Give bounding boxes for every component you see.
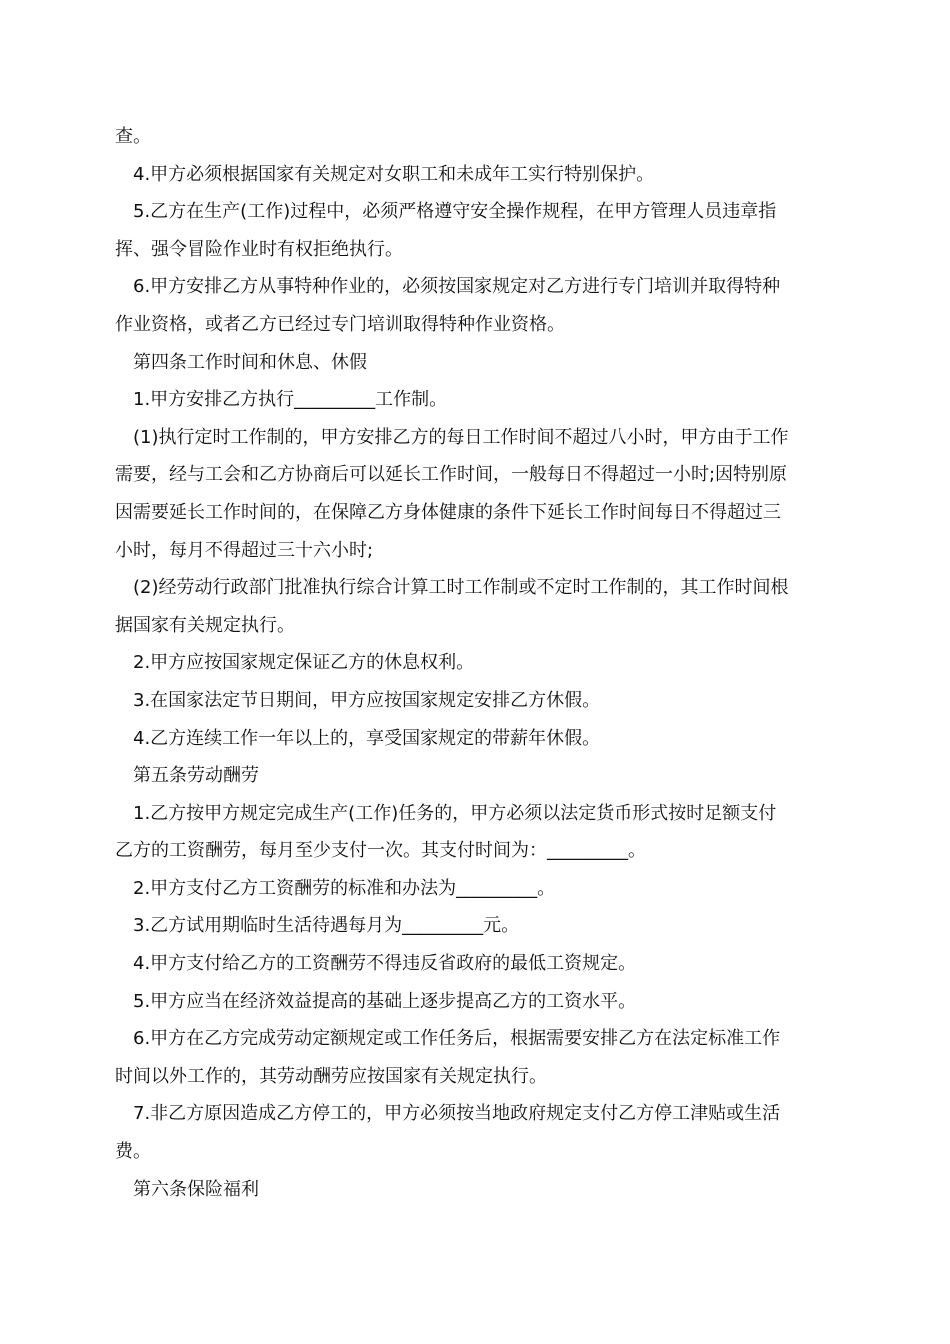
paragraph-line: 费。 — [115, 1141, 151, 1163]
paragraph-line: 作业资格，或者乙方已经过专门培训取得特种作业资格。 — [115, 313, 565, 335]
paragraph-line: 5.甲方应当在经济效益提高的基础上逐步提高乙方的工资水平。 — [133, 990, 637, 1012]
paragraph-line: 5.乙方在生产(工作)过程中，必须严格遵守安全操作规程，在甲方管理人员违章指 — [133, 201, 777, 223]
paragraph-line: 4.甲方必须根据国家有关规定对女职工和未成年工实行特别保护。 — [133, 163, 655, 185]
paragraph-line: 6.甲方在乙方完成劳动定额规定或工作任务后，根据需要安排乙方在法定标准工作 — [133, 1028, 781, 1050]
paragraph-line: 7.非乙方原因造成乙方停工的，甲方必须按当地政府规定支付乙方停工津贴或生活 — [133, 1103, 781, 1125]
paragraph-line: 因需要延长工作时间的，在保障乙方身体健康的条件下延长工作时间每日不得超过三 — [115, 501, 781, 523]
paragraph-line: 1.甲方安排乙方执行_________工作制。 — [133, 389, 448, 411]
paragraph-line: 据国家有关规定执行。 — [115, 614, 295, 636]
paragraph-line: 4.乙方连续工作一年以上的，享受国家规定的带薪年休假。 — [133, 727, 601, 749]
paragraph-line: 时间以外工作的，其劳动酬劳应按国家有关规定执行。 — [115, 1065, 547, 1087]
paragraph-line: (2)经劳动行政部门批准执行综合计算工时工作制或不定时工作制的，其工作时间根 — [133, 577, 789, 599]
paragraph-line: 2.甲方支付乙方工资酬劳的标准和办法为_________。 — [133, 877, 556, 899]
paragraph-line: 2.甲方应按国家规定保证乙方的休息权利。 — [133, 652, 475, 674]
paragraph-line: (1)执行定时工作制的，甲方安排乙方的每日工作时间不超过八小时，甲方由于工作 — [133, 426, 789, 448]
paragraph-line: 第五条劳动酬劳 — [133, 765, 259, 787]
paragraph-line: 需要，经与工会和乙方协商后可以延长工作时间，一般每日不得超过一小时;因特别原 — [115, 464, 788, 486]
document-body — [115, 118, 835, 1208]
paragraph-line: 查。 — [115, 126, 151, 147]
paragraph-line: 1.乙方按甲方规定完成生产(工作)任务的，甲方必须以法定货币形式按时足额支付 — [133, 802, 777, 824]
paragraph-line: 第四条工作时间和休息、休假 — [133, 351, 367, 373]
paragraph-line: 挥、强令冒险作业时有权拒绝执行。 — [115, 238, 403, 260]
paragraph-line: 小时，每月不得超过三十六小时; — [115, 539, 374, 561]
paragraph-line: 6.甲方安排乙方从事特种作业的，必须按国家规定对乙方进行专门培训并取得特种 — [133, 276, 781, 298]
paragraph-line: 乙方的工资酬劳，每月至少支付一次。其支付时间为：_________。 — [115, 840, 646, 862]
paragraph-line: 3.在国家法定节日期间，甲方应按国家规定安排乙方休假。 — [133, 689, 601, 711]
paragraph-line: 3.乙方试用期临时生活待遇每月为_________元。 — [133, 915, 520, 937]
paragraph-line: 第六条保险福利 — [133, 1178, 259, 1200]
paragraph-line: 4.甲方支付给乙方的工资酬劳不得违反省政府的最低工资规定。 — [133, 953, 637, 975]
